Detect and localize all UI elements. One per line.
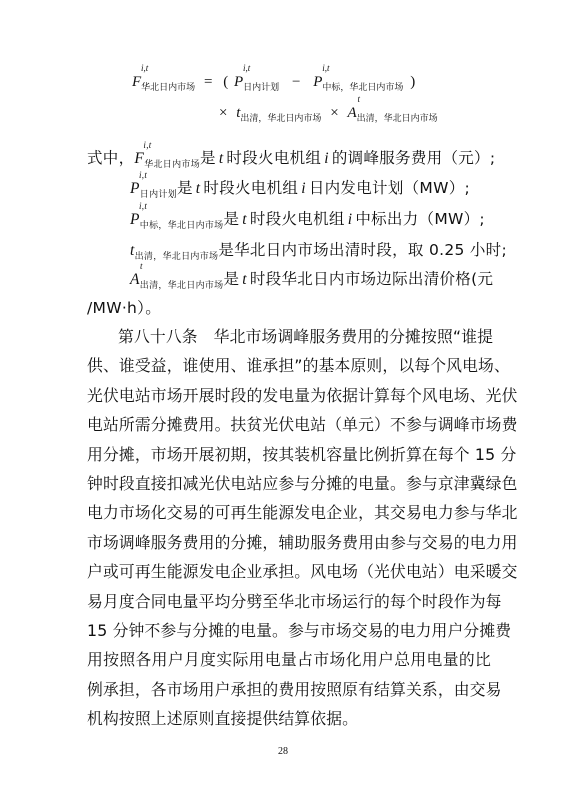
- article-line: 例承担，各市场用户承担的费用按照原有结算关系，由交易: [87, 679, 502, 699]
- article-line: 用分摊，市场开展初期，按其装机容量比例折算在每个 15 分: [87, 444, 517, 464]
- article-line: 钟时段直接扣减光伏电站应参与分摊的电量。参与京津冀绿色: [87, 474, 518, 494]
- article-line: 第八十八条 华北市场调峰服务费用的分摊按照“谁提: [118, 327, 494, 346]
- formula-line-1: [132, 63, 417, 93]
- article-line: 电力市场化交易的可再生能源发电企业，其交易电力参与华北: [87, 503, 518, 523]
- page-number: 28: [278, 746, 288, 757]
- definition-4: $t_{出清,华北日内市场}$是华北日内市场出清时段，取 0.25 小时;: [130, 241, 508, 262]
- definition-5: A t $_{出清,华北日内市场}$是 t 时段华北日内市场边际出清价格(元: [130, 261, 494, 291]
- definition-2: P i,t $_{日内计划}$是 t 时段火电机组 i 日内发电计划（MW）;: [130, 170, 471, 200]
- formula-a-term: A t $_{出清,华北日内市场}$: [347, 94, 438, 124]
- definition-2-symbol: P i,t $_{日内计划}$: [130, 170, 177, 200]
- formula-line-2: [215, 94, 438, 124]
- formula-close-paren: ): [410, 74, 416, 90]
- formula-open-paren: (: [223, 74, 229, 90]
- formula-times-2: ×: [330, 105, 339, 121]
- definition-1: 式中，F i,t $_{华北日内市场}$是 t 时段火电机组 i 的调峰服务费用（元）;: [87, 140, 496, 170]
- formula-minus: −: [291, 74, 301, 90]
- article-line: 机构按照上述原则直接提供结算依据。: [87, 709, 359, 729]
- definition-3-symbol: P i,t $_{中标,华北日内市场}$: [130, 201, 224, 231]
- definition-1-symbol: F i,t $_{华北日内市场}$: [134, 140, 200, 170]
- article-line: 市场调峰服务费用的分摊，辅助服务费用由参与交易的电力用: [87, 532, 518, 552]
- formula-term2: P i,t $_{中标,华北日内市场}$: [313, 63, 404, 93]
- formula-lhs: F i,t $_{华北日内市场}$: [132, 63, 196, 93]
- article-88-paragraph: [87, 322, 518, 734]
- formula-times-1: ×: [219, 105, 228, 121]
- article-line: 用按照各用户月度实际用电量占市场化用户总用电量的比: [87, 650, 491, 670]
- formula-equals: =: [203, 74, 213, 90]
- article-line: 供、谁受益，谁使用、谁承担”的基本原则，以每个风电场、: [87, 356, 510, 376]
- definition-3: P i,t $_{中标,华北日内市场}$是 t 时段火电机组 i 中标出力（MW）;: [130, 201, 485, 231]
- article-line: 户或可再生能源发电企业承担。风电场（光伏电站）电采暖交: [87, 562, 518, 582]
- article-line: 15 分钟不参与分摊的电量。参与市场交易的电力用户分摊费: [87, 621, 512, 641]
- definition-intro: 式中，: [87, 149, 135, 167]
- formula-term1: P i,t $_{日内计划}$: [234, 63, 280, 93]
- article-line: 光伏电站市场开展时段的发电量为依据计算每个风电场、光伏: [87, 385, 518, 405]
- article-line: 电站所需分摊费用。扶贫光伏电站（单元）不参与调峰市场费: [87, 415, 518, 435]
- formula-t-term: $t_{出清,华北日内市场}$: [236, 105, 322, 124]
- article-line: 易月度合同电量平均分劈至华北市场运行的每个时段作为每: [87, 591, 502, 611]
- definition-5-continuation: /MW·h）。: [87, 299, 162, 317]
- definition-4-symbol: $t_{出清,华北日内市场}$: [130, 242, 219, 262]
- definition-5-symbol: A t $_{出清,华北日内市场}$: [130, 261, 224, 291]
